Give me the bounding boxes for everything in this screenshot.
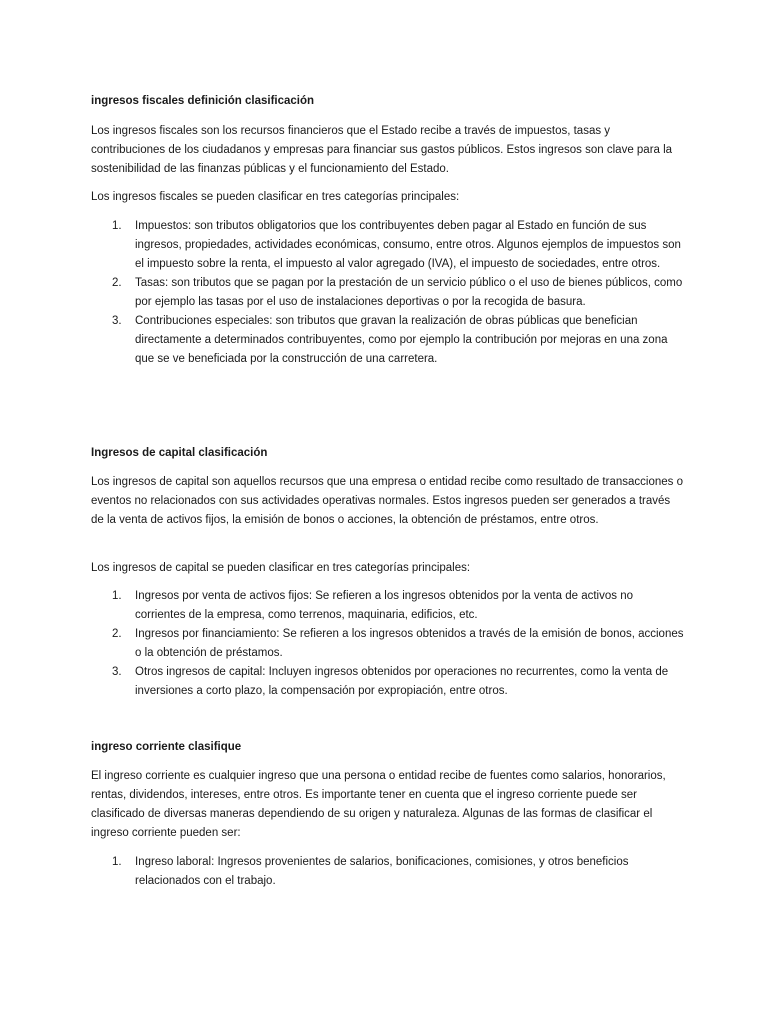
list-number: 1.: [112, 856, 122, 868]
list-item-text: Ingresos por venta de activos fijos: Se refieren a los ingresos obtenidos por la venta de activos no corrientes de la empresa, como terrenos, maquinaria, edificios, etc.: [135, 590, 633, 621]
list-item: [91, 217, 686, 274]
section-ingresos-fiscales: [91, 92, 686, 111]
numbered-list: [91, 587, 686, 701]
section-heading: Ingresos de capital clasificación: [91, 447, 268, 459]
paragraph-text: Los ingresos fiscales son los recursos financieros que el Estado recibe a través de impuestos, tasas y contribuciones de los ciudadanos y empresas para financiar sus gastos públicos. Estos ingresos son clave para la sostenibilidad de las finanzas públicas y el funcionamiento del Estado.: [91, 125, 673, 175]
numbered-list: [91, 217, 686, 369]
paragraph: [91, 473, 686, 530]
list-item: [91, 853, 686, 891]
list-item-text: Otros ingresos de capital: Incluyen ingresos obtenidos por operaciones no recurrentes, como la venta de inversiones a corto plazo, la compensación por expropiación, entre otros.: [135, 666, 669, 697]
numbered-list: [91, 853, 686, 891]
section-ingresos-capital: [91, 444, 686, 463]
list-item-text: Contribuciones especiales: son tributos que gravan la realización de obras públicas que benefician directamente a determinados contribuyentes, como por ejemplo la contribución por mejoras en una zona que se ve beneficiada por la construcción de una carretera.: [135, 315, 668, 365]
paragraph-text: Los ingresos de capital son aquellos recursos que una empresa o entidad recibe como resultado de transacciones o eventos no relacionados con sus actividades operativas normales. Estos ingresos pueden ser generados a través de la venta de activos fijos, la emisión de bonos o acciones, la obtención de préstamos, entre otros.: [91, 476, 683, 526]
list-item: [91, 274, 686, 312]
list-number: 2.: [112, 628, 122, 640]
section-heading: ingreso corriente clasifique: [91, 741, 242, 753]
paragraph: [91, 188, 686, 207]
list-number: 3.: [112, 666, 122, 678]
paragraph-text: Los ingresos fiscales se pueden clasificar en tres categorías principales:: [91, 191, 460, 203]
list-item: [91, 587, 686, 625]
list-item-text: Tasas: son tributos que se pagan por la prestación de un servicio público o el uso de bienes públicos, como por ejemplo las tasas por el uso de instalaciones deportivas o por la recogida de basura.: [135, 277, 683, 308]
list-item-text: Impuestos: son tributos obligatorios que los contribuyentes deben pagar al Estado en función de sus ingresos, propiedades, actividades económicas, consumo, entre otros. Algunos ejemplos de impuestos son el impuesto sobre la renta, el impuesto al valor agregado (IVA), el impuesto de sociedades, entre otros.: [135, 220, 681, 270]
list-number: 1.: [112, 590, 122, 602]
paragraph: [91, 559, 686, 578]
section-heading: ingresos fiscales definición clasificación: [91, 95, 315, 107]
list-number: 2.: [112, 277, 122, 289]
list-item: [91, 663, 686, 701]
list-item-text: Ingreso laboral: Ingresos provenientes de salarios, bonificaciones, comisiones, y otros beneficios relacionados con el trabajo.: [135, 856, 629, 887]
list-number: 1.: [112, 220, 122, 232]
paragraph: [91, 122, 686, 179]
list-item-text: Ingresos por financiamiento: Se refieren a los ingresos obtenidos a través de la emisión de bonos, acciones o la obtención de préstamos.: [135, 628, 684, 659]
list-number: 3.: [112, 315, 122, 327]
list-item: [91, 625, 686, 663]
paragraph-text: Los ingresos de capital se pueden clasificar en tres categorías principales:: [91, 562, 471, 574]
paragraph: [91, 767, 686, 843]
list-item: [91, 312, 686, 369]
section-ingreso-corriente: [91, 738, 686, 757]
paragraph-text: El ingreso corriente es cualquier ingreso que una persona o entidad recibe de fuentes como salarios, honorarios, rentas, dividendos, intereses, entre otros. Es importante tener en cuenta que el ingreso corriente puede ser clasificado de diversas maneras dependiendo de su origen y naturaleza. Algunas de las formas de clasificar el ingreso corriente pueden ser:: [91, 770, 666, 839]
